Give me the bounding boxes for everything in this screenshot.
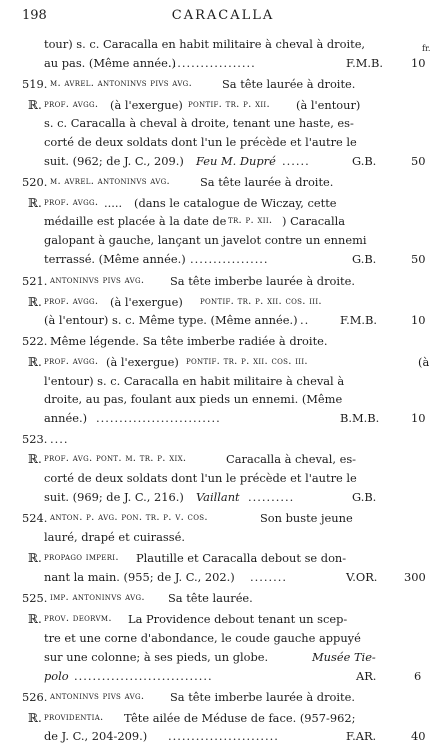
line-segment: prof. avg. pont. m. tr. p. xix. [44,453,187,464]
line-segment: ℝ. [28,551,42,565]
line-segment: ℝ. [28,355,42,369]
line-segment: suit. (969; de J. C., 216.) [44,490,184,504]
line-segment: 526. [22,690,48,704]
text-line [0,568,446,586]
line-segment: AR. [356,669,377,683]
line-segment: (à l'entour) s. c. Même type. (Même année.) [44,313,298,327]
line-segment: Caracalla à cheval, es- [226,452,357,466]
line-segment: 300 [404,570,426,584]
text-line [0,509,446,527]
text-line [0,488,446,506]
line-segment: corté de deux soldats dont l'un le précède et l'autre le [44,471,357,485]
line-segment: .... [50,432,69,446]
text-line [0,173,446,191]
text-line [0,667,446,685]
line-segment: année.) [44,411,88,425]
text-line [0,688,446,706]
text-line [0,54,446,72]
line-segment: ..... [104,196,123,210]
text-line [0,114,446,132]
line-segment: G.B. [352,490,377,504]
line-segment: prov. deorvm. [44,613,112,624]
line-segment: providentia. [44,712,104,723]
line-segment: 522. [22,334,48,348]
line-segment: tour) s. c. Caracalla en habit militaire à cheval à droite, [44,37,366,51]
line-segment: Musée Tie- [312,650,376,664]
line-segment: 524. [22,511,48,525]
text-line [0,272,446,290]
line-segment: lauré, drapé et cuirassé. [44,530,185,544]
text-line [0,528,446,546]
text-line [0,372,446,390]
line-segment: prof. avgg. [44,99,99,110]
line-segment: 50 [411,154,426,168]
line-segment: ℝ. [28,711,42,725]
text-line [0,194,446,212]
line-segment: (dans le catalogue de Wiczay, cette [134,196,337,210]
text-line [0,96,446,114]
line-segment: 520. [22,175,48,189]
text-line [0,549,446,567]
line-segment: 10 [411,411,426,425]
text-line [0,469,446,487]
line-segment: l'entour) s. c. Caracalla en habit militaire à cheval à [44,374,345,388]
line-segment: F.M.B. [340,313,378,327]
line-segment: corté de deux soldats dont l'un le précède et l'autre le [44,135,357,149]
line-segment: F.AR. [346,729,377,743]
line-segment: ........................ [168,729,279,743]
line-segment: tr. p. xii. [228,215,273,226]
text-line [0,332,446,350]
line-segment: ) Caracalla [282,214,346,228]
text-line [0,610,446,628]
text-line [0,409,446,427]
line-segment: G.B. [352,154,377,168]
line-segment: (à [418,355,430,369]
line-segment: B.M.B. [340,411,380,425]
line-segment: prof. avgg. [44,197,99,208]
line-segment: .............................. [74,669,213,683]
text-line [0,390,446,408]
line-segment: pontif. tr. p. xii. [188,99,270,110]
line-segment: F.M.B. [346,56,384,70]
line-segment: V.OR. [346,570,378,584]
line-segment: ℝ. [28,452,42,466]
line-segment: 525. [22,591,48,605]
line-segment: La Providence debout tenant un scep- [128,612,348,626]
line-segment: Même légende. Sa tête imberbe radiée à droite. [50,334,328,348]
line-segment: ℝ. [28,98,42,112]
line-segment: Son buste jeune [260,511,353,525]
text-line [0,450,446,468]
line-segment: pontif. tr. p. xii. cos. iii. [200,296,322,307]
line-segment: propago imperi. [44,552,119,563]
line-segment: ................. [190,252,269,266]
line-segment: antoninvs pivs avg. [50,275,145,286]
text-line [0,35,446,53]
line-segment: imp. antoninvs avg. [50,592,145,603]
line-segment: prof. avgg. [44,296,99,307]
line-segment: ℝ. [28,295,42,309]
line-segment: ........ [250,570,287,584]
line-segment: 10 [411,313,426,327]
line-segment: ℝ. [28,612,42,626]
line-segment: 6 [414,669,422,683]
line-segment: (à l'exergue) [110,295,183,309]
line-segment: .......... [248,490,295,504]
text-line [0,727,446,745]
line-segment: Tête ailée de Méduse de face. (957-962; [124,711,356,725]
line-segment: tre et une corne d'abondance, le coude gauche appuyé [44,631,361,645]
line-segment: m. avrel. antoninvs pivs avg. [50,78,193,89]
line-segment: 519. [22,77,48,91]
text-line [0,629,446,647]
text-line [0,589,446,607]
text-line [0,212,446,230]
line-segment: Sa tête laurée. [168,591,253,605]
line-segment: nant la main. (955; de J. C., 202.) [44,570,235,584]
line-segment: suit. (962; de J. C., 209.) [44,154,184,168]
line-segment: Sa tête imberbe laurée à droite. [170,690,355,704]
text-line [0,133,446,151]
line-segment: prof. avgg. [44,356,99,367]
line-segment: 40 [411,729,426,743]
line-segment: .. [300,313,310,327]
text-line [0,231,446,249]
page-number: 198 [22,8,47,23]
line-segment: (à l'exergue) [106,355,179,369]
line-segment: au pas. (Même année.) [44,56,176,70]
page-title: CARACALLA [171,8,275,23]
line-segment: pontif. tr. p. xii. cos. iii. [186,356,308,367]
line-segment: 50 [411,252,426,266]
text-line [0,250,446,268]
line-segment: ................... [168,56,256,70]
line-segment: 523. [22,432,48,446]
line-segment: Plautille et Caracalla debout se don- [136,551,347,565]
line-segment: terrassé. (Même année.) [44,252,186,266]
line-segment: 10 [411,56,426,70]
line-segment: galopant à gauche, lançant un javelot contre un ennemi [44,233,367,247]
line-segment: de J. C., 204-209.) [44,729,148,743]
line-segment: sur une colonne; à ses pieds, un globe. [44,650,269,664]
text-line [0,353,446,371]
line-segment: ........................... [96,411,221,425]
line-segment: Sa tête laurée à droite. [200,175,334,189]
line-segment: 521. [22,274,48,288]
line-segment: antoninvs pivs avg. [50,691,145,702]
line-segment: médaille est placée à la date de [44,214,227,228]
line-segment: polo [44,669,69,683]
line-segment: ...... [282,154,310,168]
text-line [0,152,446,170]
text-line [0,430,446,448]
text-line [0,648,446,666]
line-segment: (à l'exergue) [110,98,183,112]
line-segment: Sa tête laurée à droite. [222,77,356,91]
text-line [0,293,446,311]
line-segment: Sa tête imberbe laurée à droite. [170,274,355,288]
line-segment: Vaillant [196,490,240,504]
line-segment: (à l'entour) [296,98,361,112]
text-line [0,311,446,329]
price-column-unit: fr. [422,44,431,53]
line-segment: G.B. [352,252,377,266]
text-line [0,75,446,93]
line-segment: m. avrel. antoninvs avg. [50,176,171,187]
text-line [0,709,446,727]
line-segment: ℝ. [28,196,42,210]
line-segment: s. c. Caracalla à cheval à droite, tenant une haste, es- [44,116,354,130]
line-segment: Feu M. Dupré [196,154,276,168]
line-segment: droite, au pas, foulant aux pieds un ennemi. (Même [44,392,343,406]
line-segment: anton. p. avg. pon. tr. p. v. cos. [50,512,208,523]
